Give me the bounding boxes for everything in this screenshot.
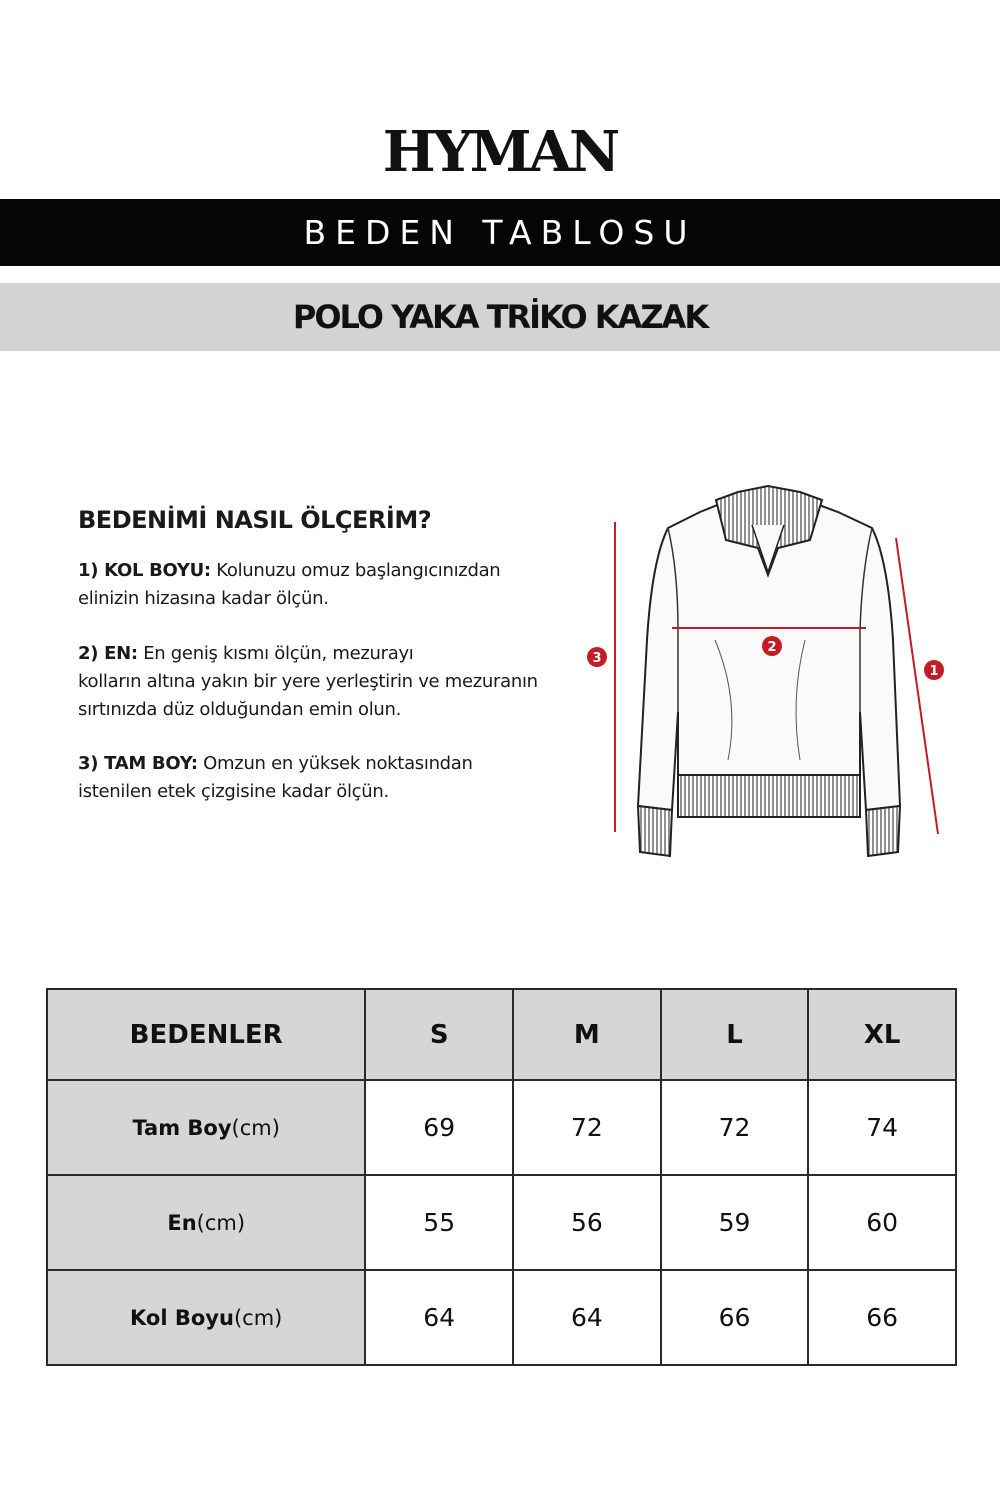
step-text: sırtınızda düz olduğundan emin olun.	[78, 699, 402, 720]
polo-sweater-icon	[585, 480, 955, 870]
svg-text:1: 1	[929, 664, 939, 679]
table-cell: 64	[513, 1270, 661, 1365]
table-row	[47, 1080, 956, 1175]
table-cell: 56	[513, 1175, 661, 1270]
step-text: En geniş kısmı ölçün, mezurayı	[137, 643, 414, 664]
step-text: Omzun en yüksek noktasından	[197, 753, 473, 774]
step-text: kolların altına yakın bir yere yerleştirin ve mezuranın	[78, 671, 538, 692]
table-cell: 66	[661, 1270, 809, 1365]
size-table	[46, 988, 957, 1366]
step-label: 2) EN:	[78, 643, 138, 664]
table-cell: 74	[808, 1080, 956, 1175]
header-sizes-label: BEDENLER	[47, 989, 365, 1080]
guide-step-length	[78, 750, 578, 806]
step-text: Kolunuzu omuz başlangıcınızdan	[210, 560, 501, 581]
marker-3	[587, 647, 607, 667]
brand-logo: HYMAN	[382, 119, 618, 185]
header-size: M	[513, 989, 661, 1080]
step-label: 1) KOL BOYU:	[78, 560, 211, 581]
page-title-bar: BEDEN TABLOSU	[0, 199, 1000, 266]
table-header-row	[47, 989, 956, 1080]
table-row	[47, 1175, 956, 1270]
guide-step-width	[78, 640, 578, 724]
table-cell: 66	[808, 1270, 956, 1365]
step-text: elinizin hizasına kadar ölçün.	[78, 588, 329, 609]
step-label: 3) TAM BOY:	[78, 753, 198, 774]
row-label: Kol Boyu(cm)	[47, 1270, 365, 1365]
guide-step-sleeve	[78, 557, 578, 613]
table-cell: 72	[661, 1080, 809, 1175]
header-size: S	[365, 989, 513, 1080]
table-cell: 60	[808, 1175, 956, 1270]
row-label: Tam Boy(cm)	[47, 1080, 365, 1175]
table-cell: 69	[365, 1080, 513, 1175]
svg-text:3: 3	[592, 651, 602, 666]
step-text: istenilen etek çizgisine kadar ölçün.	[78, 781, 389, 802]
marker-2	[762, 636, 782, 656]
header-size: L	[661, 989, 809, 1080]
table-cell: 59	[661, 1175, 809, 1270]
svg-text:2: 2	[767, 640, 777, 655]
header-size: XL	[808, 989, 956, 1080]
guide-title: BEDENİMİ NASIL ÖLÇERİM?	[78, 506, 432, 534]
table-cell: 55	[365, 1175, 513, 1270]
product-title: POLO YAKA TRİKO KAZAK	[0, 283, 1000, 351]
marker-1	[924, 660, 944, 680]
row-label: En(cm)	[47, 1175, 365, 1270]
table-cell: 64	[365, 1270, 513, 1365]
table-row	[47, 1270, 956, 1365]
table-cell: 72	[513, 1080, 661, 1175]
